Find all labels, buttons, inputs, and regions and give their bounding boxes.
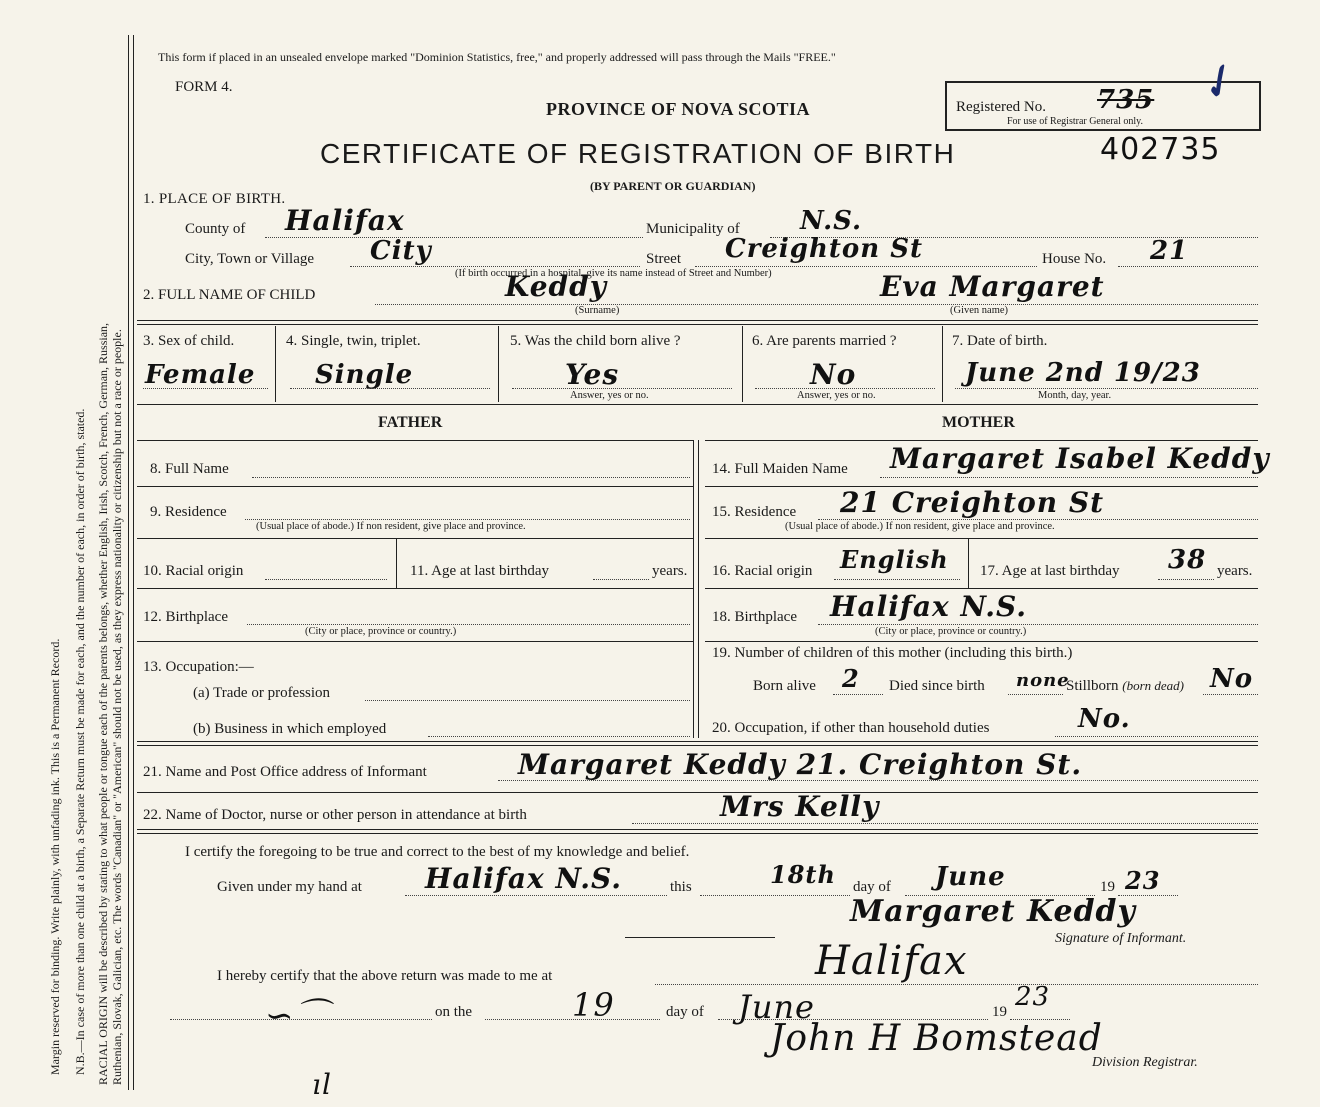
alive-label: 5. Was the child born alive ? — [510, 333, 681, 349]
registrar-statement: I hereby certify that the above return was made to me at — [217, 968, 553, 984]
given-place-line — [405, 895, 667, 896]
informant-label: 21. Name and Post Office address of Informant — [143, 764, 427, 780]
margin-note-3: RACIAL ORIGIN will be described by stating to what people or tongue each of the parents belongs, whether English, Irish, Scotch, French, German, Russian, — [96, 322, 110, 1085]
child-surname: Keddy — [505, 270, 607, 303]
mother-row-2 — [705, 538, 1258, 539]
stillborn-label — [1066, 678, 1184, 695]
county-value: Halifax — [285, 204, 405, 237]
father-age-unit: years. — [652, 563, 688, 579]
mother-occupation-line — [1055, 736, 1258, 737]
mother-head-line — [705, 440, 1258, 441]
given-under-label: Given under my hand at — [217, 879, 362, 895]
place-heading: 1. PLACE OF BIRTH. — [143, 191, 286, 207]
doctor-label: 22. Name of Doctor, nurse or other person in attendance at birth — [143, 807, 527, 823]
binding-line-2 — [133, 35, 134, 1090]
father-residence-line — [245, 519, 690, 520]
certify-day-of-label: day of — [853, 879, 891, 895]
registered-label: Registered No. — [956, 99, 1046, 115]
municipality-value: N.S. — [800, 206, 863, 236]
father-row-4 — [137, 641, 693, 642]
mother-birthplace-note: (City or place, province or country.) — [875, 626, 1027, 637]
stillborn-text: Stillborn — [1066, 678, 1119, 694]
stillborn-line — [1203, 694, 1258, 695]
alive-line — [512, 388, 732, 389]
divider-1 — [137, 320, 1258, 325]
mother-residence-line — [818, 519, 1258, 520]
house-label: House No. — [1042, 251, 1107, 267]
city-value: City — [370, 236, 432, 266]
born-alive-line — [833, 694, 883, 695]
father-birthplace-line — [247, 624, 690, 625]
registrar-place-line — [655, 984, 1258, 985]
city-label: City, Town or Village — [185, 251, 315, 267]
stillborn-note: (born dead) — [1122, 678, 1185, 693]
stray-mark: ıl — [312, 1068, 332, 1101]
mother-row-3 — [705, 588, 1258, 589]
single-line — [290, 388, 490, 389]
col-divider-3 — [742, 326, 743, 402]
hospital-note: (If birth occurred in a hospital, give its name instead of Street and Number) — [455, 268, 772, 279]
mother-birthplace-line — [818, 624, 1258, 625]
registrar-signature: John H Bomstead — [770, 1018, 1103, 1059]
father-racial-line — [265, 579, 387, 580]
street-value: Creighton St — [725, 234, 923, 264]
father-row-3 — [137, 588, 693, 589]
form-number: FORM 4. — [175, 79, 233, 95]
mother-residence-value: 21 Creighton St — [840, 486, 1105, 519]
county-line — [265, 237, 643, 238]
county-label: County of — [185, 221, 246, 237]
mother-residence-note: (Usual place of abode.) If non resident, give place and province. — [785, 521, 1055, 532]
binding-line-1 — [128, 35, 129, 1090]
city-line — [350, 266, 640, 267]
alive-note: Answer, yes or no. — [570, 390, 649, 401]
doctor-value: Mrs Kelly — [720, 790, 880, 823]
registrar-initials: ∽⌒ — [265, 996, 330, 1036]
father-row-2 — [137, 538, 693, 539]
certify-month: June — [935, 862, 1006, 892]
mail-note: This form if placed in an unsealed envelope marked "Dominion Statistics, free," and properly addressed will pass through the Mails "FREE." — [158, 50, 836, 64]
parent-divider-b — [698, 440, 699, 738]
signature-rule — [625, 937, 775, 938]
certificate-number: 402735 — [1100, 132, 1221, 167]
col-divider-2 — [498, 326, 499, 402]
mother-occupation-label: 20. Occupation, if other than household duties — [712, 720, 990, 736]
certify-year-prefix: 19 — [1100, 879, 1115, 895]
registrar-year-prefix: 19 — [992, 1004, 1007, 1020]
given-place-value: Halifax N.S. — [425, 862, 623, 895]
children-label: 19. Number of children of this mother (including this birth.) — [712, 645, 1073, 661]
street-label: Street — [646, 251, 681, 267]
certify-year: 23 — [1125, 866, 1161, 895]
father-occupation-label: 13. Occupation:— — [143, 659, 254, 675]
given-note: (Given name) — [950, 305, 1009, 316]
child-given-name: Eva Margaret — [880, 270, 1105, 303]
street-line — [695, 266, 1037, 267]
municipality-label: Municipality of — [646, 221, 740, 237]
registrar-note: For use of Registrar General only. — [1007, 116, 1143, 127]
certificate-subtitle: (BY PARENT OR GUARDIAN) — [590, 179, 756, 193]
single-label: 4. Single, twin, triplet. — [286, 333, 421, 349]
day-line — [700, 895, 850, 896]
father-row-1 — [137, 486, 693, 487]
born-alive-label: Born alive — [753, 678, 816, 694]
registrar-day: 19 — [572, 986, 615, 1024]
parent-divider-a — [693, 440, 694, 738]
margin-note-1: Margin reserved for binding. Write plainly, with unfading ink. This is a Permanent Record. — [48, 638, 62, 1075]
check-mark: ✓ — [1189, 54, 1245, 113]
registrar-place: Halifax — [815, 938, 968, 984]
mother-row-4 — [705, 641, 1258, 642]
father-racial-divider — [396, 538, 397, 588]
surname-note: (Surname) — [575, 305, 620, 316]
single-value: Single — [315, 360, 414, 390]
sex-value: Female — [145, 360, 256, 390]
doctor-line — [632, 823, 1258, 824]
father-age-label: 11. Age at last birthday — [410, 563, 549, 579]
died-line — [1008, 694, 1063, 695]
mother-birthplace-value: Halifax N.S. — [830, 590, 1028, 623]
died-value: none — [1016, 670, 1070, 691]
father-birthplace-label: 12. Birthplace — [143, 609, 228, 625]
divider-4 — [137, 792, 1258, 793]
father-birthplace-note: (City or place, province or country.) — [305, 626, 457, 637]
child-name-line — [375, 304, 1258, 305]
born-alive-value: 2 — [842, 664, 860, 693]
father-trade-line — [365, 700, 690, 701]
father-age-line — [593, 579, 649, 580]
mother-heading: MOTHER — [942, 414, 1015, 431]
informant-value: Margaret Keddy 21. Creighton St. — [518, 748, 1083, 781]
dob-line — [955, 388, 1258, 389]
mother-racial-value: English — [840, 545, 949, 574]
married-label: 6. Are parents married ? — [752, 333, 897, 349]
certify-day: 18th — [770, 860, 836, 889]
married-value: No — [810, 358, 857, 391]
father-heading: FATHER — [378, 414, 443, 431]
dob-value: June 2nd 19/23 — [965, 358, 1201, 388]
mother-racial-divider — [968, 538, 969, 588]
father-head-line — [137, 440, 693, 441]
registrar-signature-label: Division Registrar. — [1092, 1055, 1198, 1070]
father-business-line — [428, 736, 690, 737]
dob-label: 7. Date of birth. — [952, 333, 1048, 349]
registered-value: 735 — [1097, 85, 1155, 115]
sex-label: 3. Sex of child. — [143, 333, 235, 349]
sex-line — [143, 388, 268, 389]
alive-value: Yes — [565, 358, 620, 391]
col-divider-1 — [275, 326, 276, 402]
mother-age-value: 38 — [1168, 545, 1207, 575]
mother-name-label: 14. Full Maiden Name — [712, 461, 848, 477]
informant-signature: Margaret Keddy — [850, 894, 1136, 929]
house-value: 21 — [1150, 236, 1189, 266]
certify-statement: I certify the foregoing to be true and correct to the best of my knowledge and belief. — [185, 844, 690, 860]
col-divider-4 — [942, 326, 943, 402]
mother-birthplace-label: 18. Birthplace — [712, 609, 797, 625]
mother-age-label: 17. Age at last birthday — [980, 563, 1120, 579]
registrar-year: 23 — [1015, 982, 1051, 1012]
father-residence-label: 9. Residence — [150, 504, 227, 520]
house-line — [1118, 266, 1258, 267]
margin-note-4: Ruthenian, Slovak, Galician, etc. The words "Canadian" or "American" should not be used, as they express nationality or citizenship but not a race or people. — [110, 329, 124, 1085]
mother-occupation-value: No. — [1078, 704, 1131, 734]
certificate-title: CERTIFICATE OF REGISTRATION OF BIRTH — [320, 138, 956, 169]
margin-note-2: N.B.—In case of more than one child at a birth, a Separate Return must be made for each, and the number of each, in order of birth, stated. — [73, 408, 87, 1075]
registrar-on-the-label: on the — [435, 1004, 473, 1020]
divider-5 — [137, 829, 1258, 834]
married-line — [755, 388, 935, 389]
this-label: this — [670, 879, 692, 895]
mother-age-line — [1158, 579, 1214, 580]
province-heading: PROVINCE OF NOVA SCOTIA — [546, 99, 811, 119]
stillborn-value: No — [1210, 664, 1254, 694]
registrar-month: June — [738, 988, 815, 1026]
mother-name-line — [880, 477, 1258, 478]
mother-racial-label: 16. Racial origin — [712, 563, 813, 579]
child-name-label: 2. FULL NAME OF CHILD — [143, 287, 316, 303]
father-business-label: (b) Business in which employed — [193, 721, 387, 737]
divider-3 — [137, 741, 1258, 746]
mother-racial-line — [834, 579, 960, 580]
mother-name-value: Margaret Isabel Keddy — [890, 442, 1270, 475]
mother-residence-label: 15. Residence — [712, 504, 797, 520]
informant-signature-label: Signature of Informant. — [1055, 931, 1187, 946]
dob-note: Month, day, year. — [1038, 390, 1112, 401]
father-residence-note: (Usual place of abode.) If non resident, give place and province. — [256, 521, 526, 532]
father-racial-label: 10. Racial origin — [143, 563, 244, 579]
married-note: Answer, yes or no. — [797, 390, 876, 401]
father-trade-label: (a) Trade or profession — [193, 685, 331, 701]
father-name-line — [252, 477, 690, 478]
mother-age-unit: years. — [1217, 563, 1253, 579]
registrar-day-of-label: day of — [666, 1004, 704, 1020]
died-label: Died since birth — [889, 678, 985, 694]
divider-2 — [137, 404, 1258, 405]
father-name-label: 8. Full Name — [150, 461, 229, 477]
